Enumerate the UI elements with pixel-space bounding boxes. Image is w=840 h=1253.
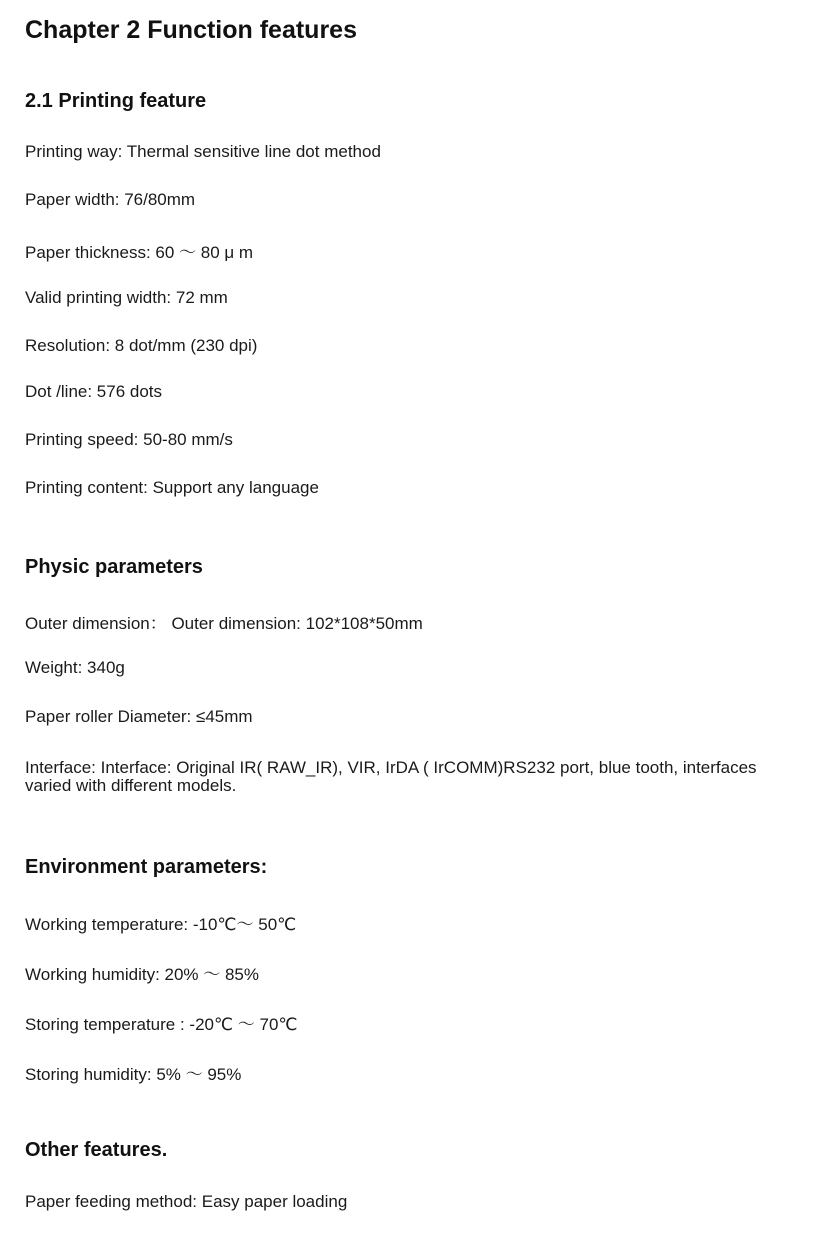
- paper-roller-diameter: Paper roller Diameter: ≤45mm: [25, 707, 253, 726]
- section-heading-other: Other features.: [25, 1139, 168, 1161]
- printing-content: Printing content: Support any language: [25, 478, 319, 497]
- printing-way: Printing way: Thermal sensitive line dot method: [25, 142, 381, 161]
- storing-temperature: Storing temperature : -20℃ ～ 70℃: [25, 1015, 298, 1034]
- section-heading-printing: 2.1 Printing feature: [25, 90, 207, 112]
- section-heading-environment: Environment parameters:: [25, 856, 268, 878]
- outer-dimension: Outer dimension： Outer dimension: 102*108*50mm: [25, 614, 423, 633]
- valid-printing-width: Valid printing width: 72 mm: [25, 288, 228, 307]
- resolution: Resolution: 8 dot/mm (230 dpi): [25, 336, 258, 355]
- interface: Interface: Interface: Original IR( RAW_IR), VIR, IrDA ( IrCOMM)RS232 port, blue tooth, interfaces varied with different models.: [25, 758, 757, 795]
- section-heading-physic: Physic parameters: [25, 556, 203, 578]
- dot-per-line: Dot /line: 576 dots: [25, 382, 163, 401]
- paper-thickness: Paper thickness: 60 ～ 80 μ m: [25, 243, 254, 262]
- weight: Weight: 340g: [25, 658, 125, 677]
- paper-feeding-method: Paper feeding method: Easy paper loading: [25, 1192, 348, 1211]
- storing-humidity: Storing humidity: 5% ～ 95%: [25, 1065, 242, 1084]
- printing-speed: Printing speed: 50-80 mm/s: [25, 430, 233, 449]
- working-humidity: Working humidity: 20% ～ 85%: [25, 965, 260, 984]
- chapter-title: Chapter 2 Function features: [25, 16, 357, 44]
- paper-width: Paper width: 76/80mm: [25, 190, 196, 209]
- working-temperature: Working temperature: -10℃～ 50℃: [25, 915, 297, 934]
